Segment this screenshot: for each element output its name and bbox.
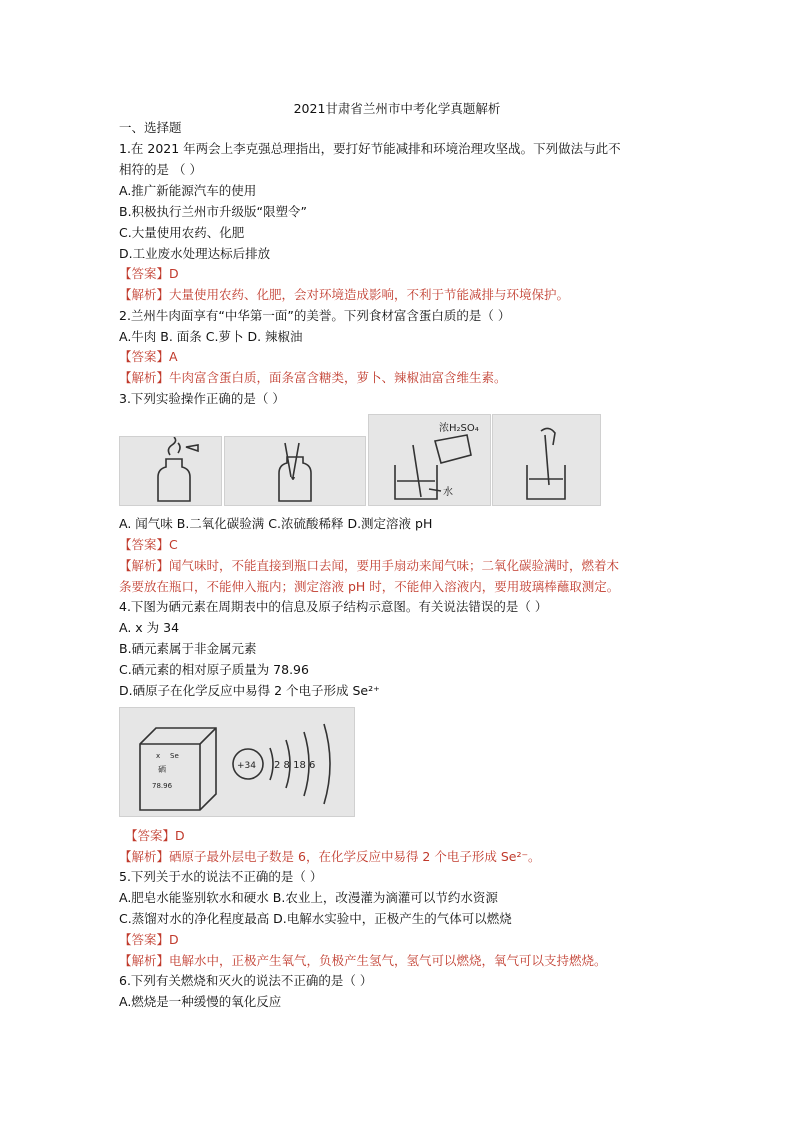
- q1-analysis: 【解析】大量使用农药、化肥，会对环境造成影响，不利于节能减排与环境保护。: [119, 287, 570, 302]
- q1-stem-line2: 相符的是 （ ）: [119, 162, 202, 177]
- q3-stem: 3.下列实验操作正确的是（ ）: [119, 391, 285, 406]
- q4-answer: 【答案】D: [125, 828, 185, 843]
- q3-options: A. 闻气味 B.二氧化碳验满 C.浓硫酸稀释 D.测定溶液 pH: [119, 516, 433, 531]
- dilute-sulfuric-acid-diagram: [368, 414, 491, 506]
- q3-analysis-line1: 【解析】闻气味时，不能直接到瓶口去闻，要用手扇动来闻气味；二氧化碳验满时，燃着木: [119, 558, 620, 573]
- ph-test-diagram: [492, 414, 601, 506]
- q1-option-a: A.推广新能源汽车的使用: [119, 183, 257, 198]
- q5-options-cd: C.蒸馏对水的净化程度最高 D.电解水实验中，正极产生的气体可以燃烧: [119, 911, 512, 926]
- co2-test-diagram: [224, 436, 366, 506]
- q4-option-a: A. x 为 34: [119, 620, 180, 635]
- q4-stem: 4.下图为硒元素在周期表中的信息及原子结构示意图。有关说法错误的是（ ）: [119, 599, 548, 614]
- q2-analysis: 【解析】牛肉富含蛋白质，面条富含糖类，萝卜、辣椒油富含维生素。: [119, 370, 507, 385]
- q2-stem: 2.兰州牛肉面享有“中华第一面”的美誉。下列食材富含蛋白质的是（ ）: [119, 308, 511, 323]
- electron-shells: 2 8 18 6: [274, 760, 316, 771]
- q3-analysis-line2: 条要放在瓶口，不能伸入瓶内；测定溶液 pH 时，不能伸入溶液内，要用玻璃棒蘸取测定。: [119, 579, 620, 594]
- q4-option-d: D.硒原子在化学反应中易得 2 个电子形成 Se²⁺: [119, 683, 380, 698]
- q6-stem: 6.下列有关燃烧和灭火的说法不正确的是（ ）: [119, 973, 373, 988]
- q5-stem: 5.下列关于水的说法不正确的是（ ）: [119, 869, 323, 884]
- q5-answer: 【答案】D: [119, 932, 179, 947]
- acid-label: 浓H₂SO₄: [439, 423, 479, 434]
- water-label: 水: [443, 487, 453, 498]
- doc-title: 2021甘肃省兰州市中考化学真题解析: [293, 101, 501, 116]
- atomic-number-label: x: [156, 752, 161, 760]
- smell-gas-diagram: [119, 436, 222, 506]
- q4-option-b: B.硒元素属于非金属元素: [119, 641, 257, 656]
- element-symbol: Se: [170, 752, 179, 760]
- q1-option-d: D.工业废水处理达标后排放: [119, 246, 271, 261]
- element-name: 硒: [158, 765, 166, 774]
- q4-analysis: 【解析】硒原子最外层电子数是 6，在化学反应中易得 2 个电子形成 Se²⁻。: [119, 849, 541, 864]
- q6-option-a: A.燃烧是一种缓慢的氧化反应: [119, 994, 282, 1009]
- q3-answer: 【答案】C: [119, 537, 178, 552]
- q2-answer: 【答案】A: [119, 349, 178, 364]
- q1-stem-line1: 1.在 2021 年两会上李克强总理指出，要打好节能减排和环境治理攻坚战。下列做法与此不: [119, 141, 621, 156]
- q1-option-c: C.大量使用农药、化肥: [119, 225, 245, 240]
- q5-analysis: 【解析】电解水中，正极产生氧气，负极产生氢气，氢气可以燃烧，氧气可以支持燃烧。: [119, 953, 607, 968]
- q5-options-ab: A.肥皂水能鉴别软水和硬水 B.农业上，改漫灌为滴灌可以节约水资源: [119, 890, 498, 905]
- q1-answer: 【答案】D: [119, 266, 179, 281]
- q1-option-b: B.积极执行兰州市升级版“限塑令”: [119, 204, 308, 219]
- selenium-element-diagram: [119, 707, 355, 817]
- section-heading: 一、选择题: [119, 120, 182, 135]
- q4-option-c: C.硒元素的相对原子质量为 78.96: [119, 662, 309, 677]
- atomic-mass: 78.96: [152, 782, 173, 790]
- nucleus-charge: +34: [237, 761, 256, 771]
- q2-options: A.牛肉 B. 面条 C.萝卜 D. 辣椒油: [119, 329, 303, 344]
